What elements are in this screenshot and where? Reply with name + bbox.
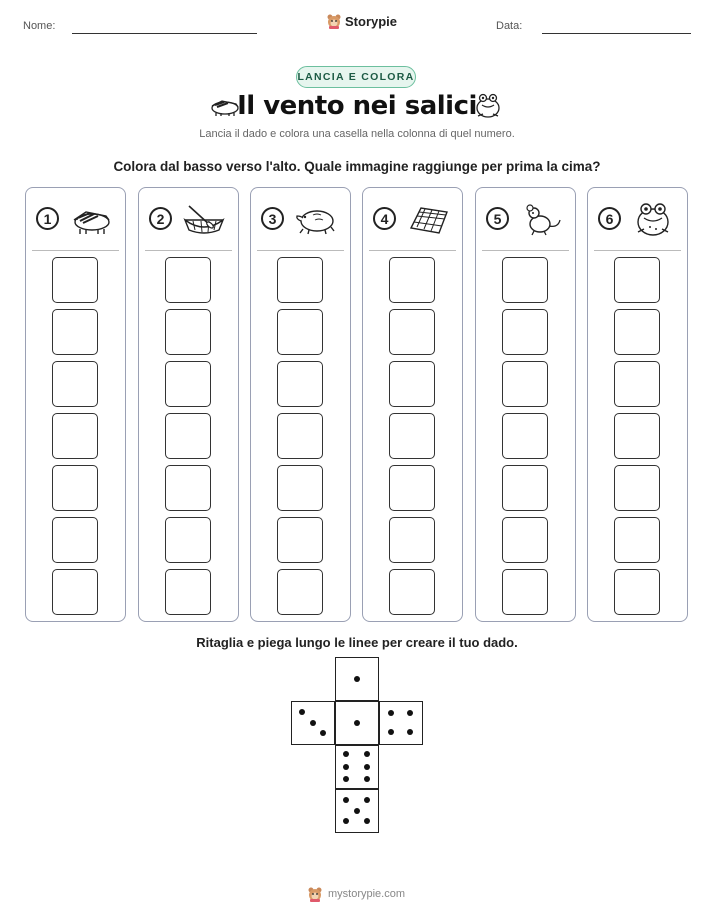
coloring-cell[interactable] — [165, 465, 211, 511]
coloring-cell[interactable] — [614, 257, 660, 303]
storypie-mascot-icon — [326, 13, 342, 29]
die-pip — [364, 797, 370, 803]
coloring-cell[interactable] — [389, 465, 435, 511]
die-pip — [407, 729, 413, 735]
column-number: 4 — [373, 207, 396, 230]
die-pip — [364, 751, 370, 757]
die-face-4 — [379, 701, 423, 745]
race-column-4 — [362, 187, 463, 622]
coloring-cell[interactable] — [614, 309, 660, 355]
die-pip — [364, 776, 370, 782]
name-line — [72, 33, 257, 34]
coloring-cell[interactable] — [389, 569, 435, 615]
brand-name: Storypie — [345, 13, 398, 29]
race-column-5 — [475, 187, 576, 622]
die-pip — [343, 751, 349, 757]
die-face-5 — [335, 789, 379, 833]
die-face-1 — [335, 657, 379, 701]
coloring-cell[interactable] — [502, 569, 548, 615]
race-column-6 — [587, 187, 688, 622]
die-pip — [343, 797, 349, 803]
page-title: Il vento nei salici — [237, 91, 477, 121]
die-pip — [388, 729, 394, 735]
coloring-cell[interactable] — [502, 309, 548, 355]
die-pip — [343, 818, 349, 824]
footer — [307, 886, 405, 902]
coloring-cell[interactable] — [52, 517, 98, 563]
coloring-cell[interactable] — [52, 569, 98, 615]
die-pip — [364, 818, 370, 824]
coloring-cell[interactable] — [277, 361, 323, 407]
mole-icon — [293, 200, 339, 238]
coloring-cell[interactable] — [389, 361, 435, 407]
coloring-cell[interactable] — [277, 257, 323, 303]
coloring-cell[interactable] — [502, 361, 548, 407]
die-face-1 — [335, 701, 379, 745]
coloring-cell[interactable] — [614, 465, 660, 511]
column-number: 2 — [149, 207, 172, 230]
column-divider — [145, 250, 232, 251]
coloring-cell[interactable] — [52, 465, 98, 511]
cutout-instruction: Ritaglia e piega lungo le linee per creare il tuo dado. — [196, 635, 518, 650]
rowboat-icon — [181, 200, 227, 238]
coloring-cell[interactable] — [277, 569, 323, 615]
coloring-cell[interactable] — [502, 517, 548, 563]
coloring-cell[interactable] — [502, 413, 548, 459]
coloring-cell[interactable] — [277, 309, 323, 355]
race-column-3 — [250, 187, 351, 622]
die-pip — [343, 764, 349, 770]
race-column-2 — [138, 187, 239, 622]
coloring-cell[interactable] — [389, 257, 435, 303]
toad-icon — [473, 90, 503, 120]
die-pip — [407, 710, 413, 716]
date-line — [542, 33, 691, 34]
brand-logo — [326, 13, 397, 29]
coloring-cell[interactable] — [52, 413, 98, 459]
coloring-cell[interactable] — [502, 257, 548, 303]
column-number: 6 — [598, 207, 621, 230]
coloring-cell[interactable] — [614, 517, 660, 563]
coloring-cell[interactable] — [614, 413, 660, 459]
die-pip — [388, 710, 394, 716]
date-label: Data: — [496, 20, 523, 32]
die-pip — [310, 720, 316, 726]
coloring-cell[interactable] — [165, 517, 211, 563]
die-pip — [343, 776, 349, 782]
activity-badge: LANCIA E COLORA — [296, 66, 416, 88]
coloring-cell[interactable] — [277, 465, 323, 511]
coloring-cell[interactable] — [502, 465, 548, 511]
coloring-cell[interactable] — [52, 257, 98, 303]
die-pip — [354, 808, 360, 814]
mouse-icon — [518, 200, 564, 238]
coloring-cell[interactable] — [165, 413, 211, 459]
coloring-cell[interactable] — [389, 517, 435, 563]
column-divider — [594, 250, 681, 251]
toad-icon — [630, 200, 676, 238]
column-divider — [32, 250, 119, 251]
die-pip — [354, 676, 360, 682]
race-column-1 — [25, 187, 126, 622]
coloring-instruction: Colora dal basso verso l'alto. Quale immagine raggiunge per prima la cima? — [113, 159, 601, 174]
coloring-cell[interactable] — [165, 257, 211, 303]
coloring-cell[interactable] — [277, 517, 323, 563]
coloring-cell[interactable] — [165, 569, 211, 615]
coloring-cell[interactable] — [389, 309, 435, 355]
page-subtitle: Lancia il dado e colora una casella nella colonna di quel numero. — [199, 128, 515, 140]
column-divider — [257, 250, 344, 251]
column-number: 3 — [261, 207, 284, 230]
name-label: Nome: — [23, 20, 56, 32]
die-pip — [354, 720, 360, 726]
die-pip — [299, 709, 305, 715]
column-number: 1 — [36, 207, 59, 230]
coloring-cell[interactable] — [165, 361, 211, 407]
column-divider — [369, 250, 456, 251]
coloring-cell[interactable] — [52, 361, 98, 407]
storypie-mascot-icon — [307, 886, 323, 902]
coloring-cell[interactable] — [52, 309, 98, 355]
coloring-cell[interactable] — [389, 413, 435, 459]
coloring-cell[interactable] — [277, 413, 323, 459]
die-face-3 — [291, 701, 335, 745]
badger-icon — [68, 200, 114, 238]
column-number: 5 — [486, 207, 509, 230]
picnic-blanket-icon — [405, 200, 451, 238]
coloring-cell[interactable] — [614, 569, 660, 615]
die-pip — [364, 764, 370, 770]
die-face-6 — [335, 745, 379, 789]
column-divider — [482, 250, 569, 251]
footer-url: mystorypie.com — [328, 888, 406, 900]
die-pip — [320, 730, 326, 736]
coloring-cell[interactable] — [165, 309, 211, 355]
coloring-cell[interactable] — [614, 361, 660, 407]
